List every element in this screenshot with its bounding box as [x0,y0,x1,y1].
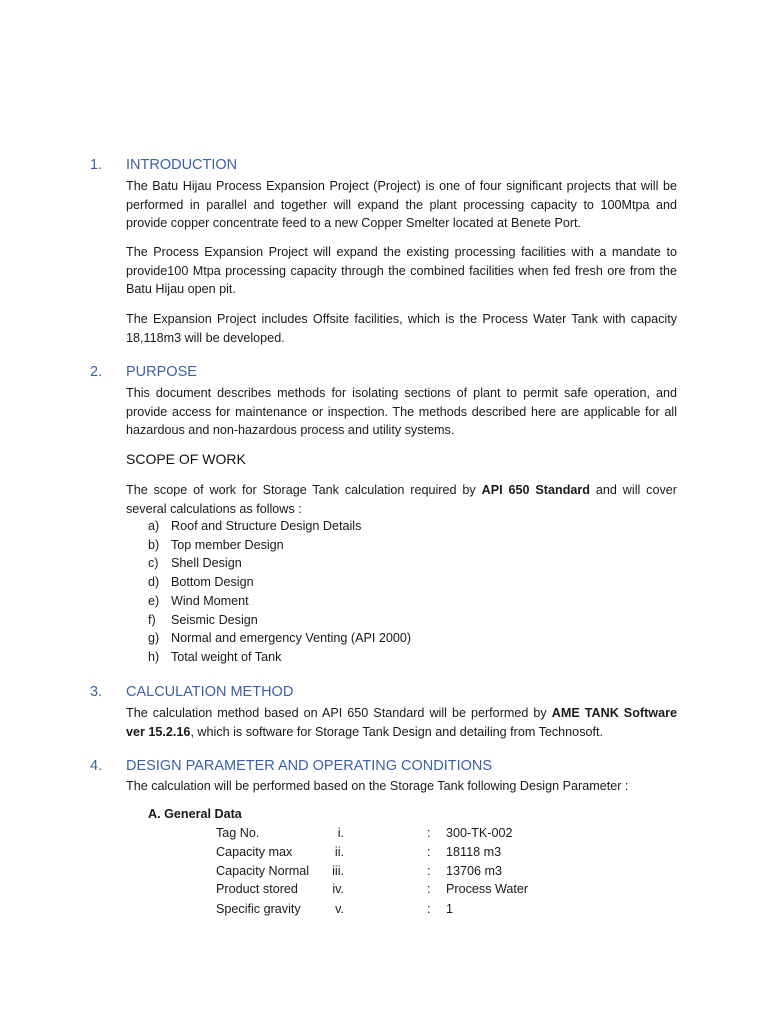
list-item [148,648,281,667]
section-3-title: CALCULATION METHOD [126,684,294,700]
list-item [148,573,254,592]
list-text: Wind Moment [171,594,249,608]
row-value: Process Water [446,882,529,896]
row-label: Specific gravity [216,902,301,916]
list-item [148,629,411,648]
section-2-number: 2. [90,364,103,380]
scope-of-work-heading: SCOPE OF WORK [126,451,246,467]
row-value: 300-TK-002 [446,826,513,840]
row-value: 13706 m3 [446,864,503,878]
section-1-title: INTRODUCTION [126,157,238,173]
list-marker: e) [148,594,160,608]
list-text: Roof and Structure Design Details [171,519,362,533]
calc-text-before: The calculation method based on API 650 Standard will be performed by [126,706,552,720]
row-number: v. [335,902,344,916]
list-marker: h) [148,650,160,664]
list-text: Top member Design [171,538,284,552]
list-text: Bottom Design [171,575,254,589]
table-row [150,880,670,899]
table-row [150,824,670,843]
scope-text-after: and will cover several calculations as follows : [126,483,677,516]
row-value: 18118 m3 [446,845,502,859]
row-number: ii. [334,845,344,859]
table-row [150,843,670,862]
intro-paragraph-2: The Process Expansion Project will expand the existing processing facilities with a mandate to provide100 Mtpa processing capacity through the combined facilities when fed fresh ore from the Batu Hijau open pit. [126,245,677,297]
list-marker: d) [148,575,160,589]
row-value: 1 [446,902,454,916]
row-colon: : [427,864,431,878]
row-label: Capacity max [216,845,293,859]
list-item [148,592,249,611]
design-paragraph: The calculation will be performed based on the Storage Tank following Design Parameter : [126,779,629,793]
row-label: Capacity Normal [216,864,310,878]
scope-text-bold: API 650 Standard [481,483,590,497]
list-marker: g) [148,631,160,645]
list-marker: f) [148,613,156,627]
row-number: i. [337,826,344,840]
row-number: iv. [332,882,344,896]
row-colon: : [427,845,431,859]
section-2-title: PURPOSE [126,364,197,380]
row-number: iii. [332,864,344,878]
calc-paragraph [126,704,677,741]
row-colon: : [427,902,431,916]
row-colon: : [427,826,431,840]
table-row [150,862,670,881]
list-item [148,611,258,630]
list-item [148,517,361,536]
calc-text-after: , which is software for Storage Tank Design and detailing from Technosoft. [190,724,603,739]
list-marker: b) [148,538,160,552]
list-item [148,554,242,573]
list-marker: c) [148,556,159,570]
list-text: Shell Design [171,556,242,570]
row-label: Tag No. [216,826,260,840]
list-marker: a) [148,519,160,533]
section-1-number: 1. [90,157,103,173]
list-item [148,536,284,555]
general-data-title: A. General Data [148,807,242,821]
intro-paragraph-3: The Expansion Project includes Offsite facilities, which is the Process Water Tank with capacity 18,118m3 will be developed. [126,312,677,345]
list-text: Normal and emergency Venting (API 2000) [171,631,412,645]
section-4-number: 4. [90,758,103,774]
section-4-title: DESIGN PARAMETER AND OPERATING CONDITIONS [126,758,493,774]
row-colon: : [427,882,431,896]
calc-text-bold: AME TANK Software ver 15.2.16 [126,706,677,739]
scope-text-before: The scope of work for Storage Tank calculation required by [126,483,482,497]
scope-paragraph [126,481,677,518]
row-label: Product stored [216,882,298,896]
intro-paragraph-1: The Batu Hijau Process Expansion Project (Project) is one of four significant projects that will be performed in parallel and together will expand the plant processing capacity to 100Mtpa and provide copper concentrate feed to a new Copper Smelter located at Benete Port. [126,179,677,231]
purpose-paragraph: This document describes methods for isolating sections of plant to permit safe operation, and provide access for maintenance or inspection. The methods described here are applicable for all hazardous and non-hazardous process and utility systems. [126,386,677,438]
table-row [150,900,670,919]
section-3-number: 3. [90,684,103,700]
list-text: Total weight of Tank [171,650,282,664]
list-text: Seismic Design [171,613,258,627]
